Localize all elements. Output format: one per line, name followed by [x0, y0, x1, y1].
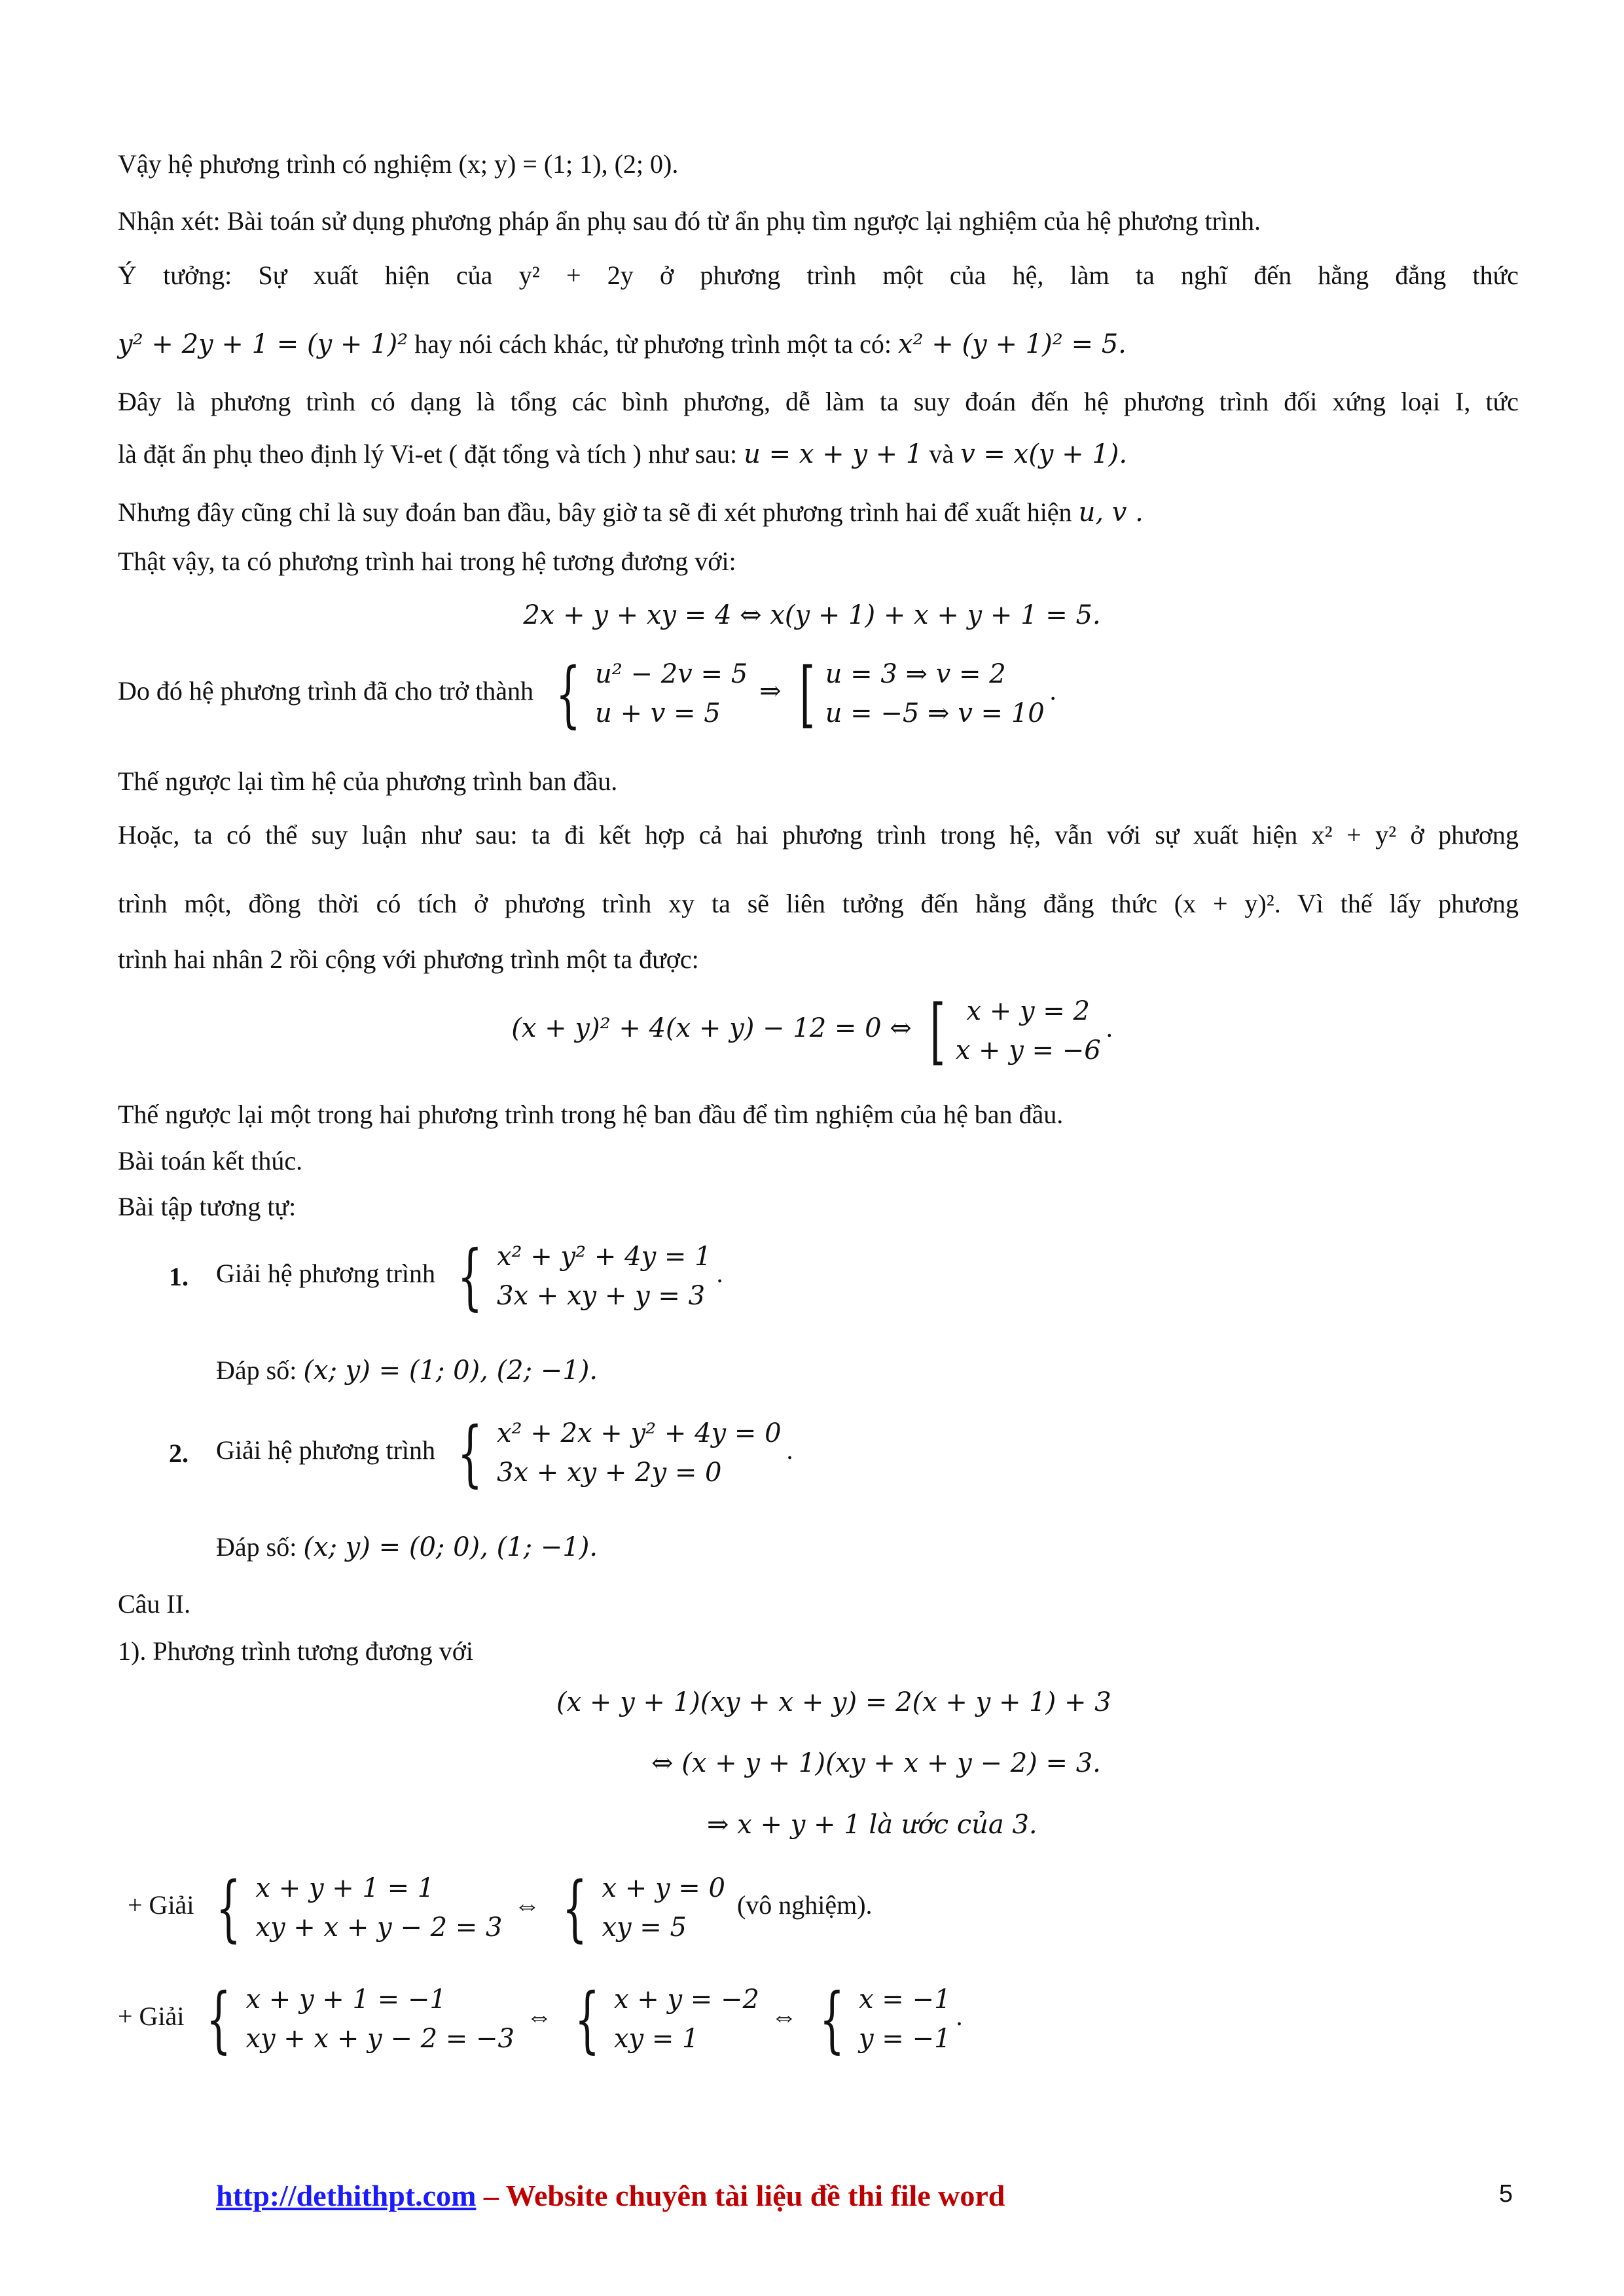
guess-text: Nhưng đây cũng chỉ là suy đoán ban đầu, bây giờ ta sẽ đi xét phương trình hai để xuất hiện	[118, 497, 1072, 527]
guess-math: u, v .	[1078, 497, 1144, 528]
section-title: Câu II.	[118, 1589, 191, 1619]
footer	[216, 2176, 1005, 2215]
answer-label: Đáp số:	[216, 1532, 297, 1562]
system-row: u² − 2v = 5	[594, 659, 748, 689]
identity-text: hay nói cách khác, từ phương trình một ta có:	[414, 329, 892, 359]
exercises-heading: Bài tập tương tự:	[118, 1192, 297, 1221]
system-row: 3x + xy + y = 3	[497, 1281, 706, 1311]
exercise-text: Giải hệ phương trình	[216, 1259, 435, 1289]
substitution-v: v = x(y + 1).	[960, 439, 1128, 469]
symmetric-line: Đây là phương trình có dạng là tổng các bình phương, dễ làm ta suy đoán đến hệ phương trình đối xứng loại I, tức	[118, 387, 1519, 416]
system-row: x = −1	[858, 1984, 951, 2015]
system-transform-text: Do đó hệ phương trình đã cho trở thành	[118, 676, 533, 706]
sum-equation: (x + y)² + 4(x + y) − 12 = 0 ⇔	[511, 1013, 912, 1044]
system-row: x + y = −2	[613, 1984, 759, 2015]
bracket-icon: [	[929, 989, 946, 1073]
system-row: x² + y² + 4y = 1	[497, 1242, 712, 1272]
substitution-u: u = x + y + 1	[744, 439, 923, 469]
identity-line	[118, 327, 1519, 361]
brace-icon: {	[457, 1411, 483, 1495]
system-row: xy = 1	[613, 2024, 699, 2054]
footer-text: – Website chuyên tài liệu đề thi file word	[476, 2179, 1005, 2212]
substitution-text: là đặt ẩn phụ theo định lý Vi-et ( đặt tổng và tích ) như sau:	[118, 439, 738, 469]
case-system	[564, 1977, 759, 2061]
case-system	[809, 1977, 951, 2061]
bracket-icon: [	[799, 652, 815, 736]
system-row: x² + 2x + y² + 4y = 0	[497, 1418, 782, 1448]
alternative-line-1: Hoặc, ta có thể suy luận như sau: ta đi kết hợp cả hai phương trình trong hệ, vẫn với sự xuất hiện x² + y² ở phương	[118, 820, 1519, 850]
alternative-line-2: trình một, đồng thời có tích ở phương trình xy ta sẽ liên tưởng đến hằng đẳng thức (x + y)². Vì thế lấy phương	[118, 889, 1519, 918]
system-row: u = 3 ⇒ v = 2	[825, 659, 1006, 689]
remark-line: Nhận xét: Bài toán sử dụng phương pháp ẩn phụ sau đó từ ẩn phụ tìm ngược lại nghiệm của hệ phương trình.	[118, 206, 1261, 236]
system-row: x + y + 1 = −1	[245, 1984, 446, 2015]
exercise-answer	[216, 1354, 598, 1388]
identity-math-2: x² + (y + 1)² = 5.	[897, 329, 1127, 359]
exercise-1: Giải hệ phương trình { x² + y² + 4y = 1 3x + xy + y = 3 .	[216, 1234, 723, 1318]
system-transform-line: Do đó hệ phương trình đã cho trở thành { u² − 2v = 5 u + v = 5 ⇒ [ u = 3 ⇒ v = 2 u = −5 ⇒ v = 10 .	[118, 652, 1056, 736]
equation-line: 2x + y + xy = 4 ⇔ x(y + 1) + x + y + 1 = 5.	[523, 600, 1101, 630]
exercise-2: Giải hệ phương trình { x² + 2x + y² + 4y = 0 3x + xy + 2y = 0 .	[216, 1411, 793, 1495]
answer-value: (x; y) = (1; 0), (2; −1).	[303, 1355, 598, 1386]
equation-3: ⇒ x + y + 1 là ước của 3.	[707, 1810, 1038, 1840]
system-row: y = −1	[858, 2024, 951, 2054]
exercise-text: Giải hệ phương trình	[216, 1435, 435, 1465]
equiv-symbol: ⇔	[526, 2001, 552, 2032]
system-row: x + y = −6	[955, 1035, 1101, 1066]
system-row: 3x + xy + 2y = 0	[497, 1458, 722, 1488]
case-2: + Giải { x + y + 1 = −1 xy + x + y − 2 = −3 ⇔ { x + y = −2 xy = 1 ⇔ { x = −1 y = −1 .	[118, 1977, 963, 2061]
page-number: 5	[1499, 2180, 1513, 2208]
identity-math: y² + 2y + 1 = (y + 1)²	[118, 329, 408, 359]
equiv-symbol: ⇔	[514, 1890, 541, 1920]
brace-icon: {	[457, 1234, 483, 1318]
implies-symbol: ⇒	[759, 676, 782, 706]
system-row: u + v = 5	[594, 698, 721, 728]
solution-line: Vậy hệ phương trình có nghiệm (x; y) = (1; 1), (2; 0).	[118, 149, 679, 179]
system-row: xy + x + y − 2 = 3	[255, 1912, 503, 1943]
system-uv	[545, 652, 748, 736]
substitution-and: và	[929, 439, 954, 469]
sum-solutions	[924, 989, 1101, 1073]
exercise-answer	[216, 1530, 598, 1564]
system-row: xy + x + y − 2 = −3	[245, 2024, 514, 2054]
system-uv-solutions	[793, 652, 1045, 736]
brace-icon: {	[574, 1977, 600, 2061]
answer-value: (x; y) = (0; 0), (1; −1).	[303, 1532, 598, 1562]
equation-1: (x + y + 1)(xy + x + y) = 2(x + y + 1) + 3	[556, 1687, 1111, 1717]
system-row: x + y = 0	[602, 1873, 725, 1903]
alternative-line-3: trình hai nhân 2 rồi cộng với phương trình một ta được:	[118, 944, 699, 974]
exercise-number: 1.	[169, 1262, 189, 1291]
case-system	[552, 1866, 725, 1950]
system-row: xy = 5	[602, 1912, 687, 1943]
case-label: + Giải	[118, 2001, 185, 2032]
indeed-line: Thật vậy, ta có phương trình hai trong hệ tương đương với:	[118, 547, 736, 576]
case-system	[196, 1977, 514, 2061]
guess-line	[118, 495, 1519, 529]
section-intro: 1). Phương trình tương đương với	[118, 1636, 473, 1666]
end-line: Bài toán kết thúc.	[118, 1146, 303, 1175]
exercise-system	[447, 1411, 782, 1495]
system-row: x + y + 1 = 1	[255, 1873, 435, 1903]
brace-icon: {	[819, 1977, 845, 2061]
substitution-line	[118, 437, 1519, 471]
substitute-line: Thế ngược lại một trong hai phương trình trong hệ ban đầu để tìm nghiệm của hệ ban đầu.	[118, 1100, 1064, 1129]
brace-icon: {	[206, 1977, 232, 2061]
case-system	[206, 1866, 503, 1950]
system-row: u = −5 ⇒ v = 10	[825, 698, 1045, 728]
idea-line: Ý tưởng: Sự xuất hiện của y² + 2y ở phương trình một của hệ, làm ta nghĩ đến hằng đẳng thức	[118, 260, 1519, 290]
brace-icon: {	[555, 652, 581, 736]
equation-2: ⇔ (x + y + 1)(xy + x + y − 2) = 3.	[651, 1748, 1101, 1778]
footer-link[interactable]: http://dethithpt.com	[216, 2179, 477, 2212]
brace-icon: {	[562, 1866, 588, 1950]
system-row: x + y = 2	[966, 996, 1090, 1026]
brace-icon: {	[216, 1866, 242, 1950]
answer-label: Đáp số:	[216, 1355, 297, 1385]
case-label: + Giải	[128, 1890, 194, 1920]
sum-equation-line: (x + y)² + 4(x + y) − 12 = 0 ⇔ [ x + y = 2 x + y = −6 .	[511, 989, 1113, 1073]
case-1	[128, 1866, 1528, 1950]
case-note: (vô nghiệm).	[736, 1890, 873, 1920]
equiv-symbol: ⇔	[770, 2001, 797, 2032]
substitute-back-line: Thế ngược lại tìm hệ của phương trình ban đầu.	[118, 766, 618, 796]
exercise-number: 2.	[169, 1439, 189, 1468]
